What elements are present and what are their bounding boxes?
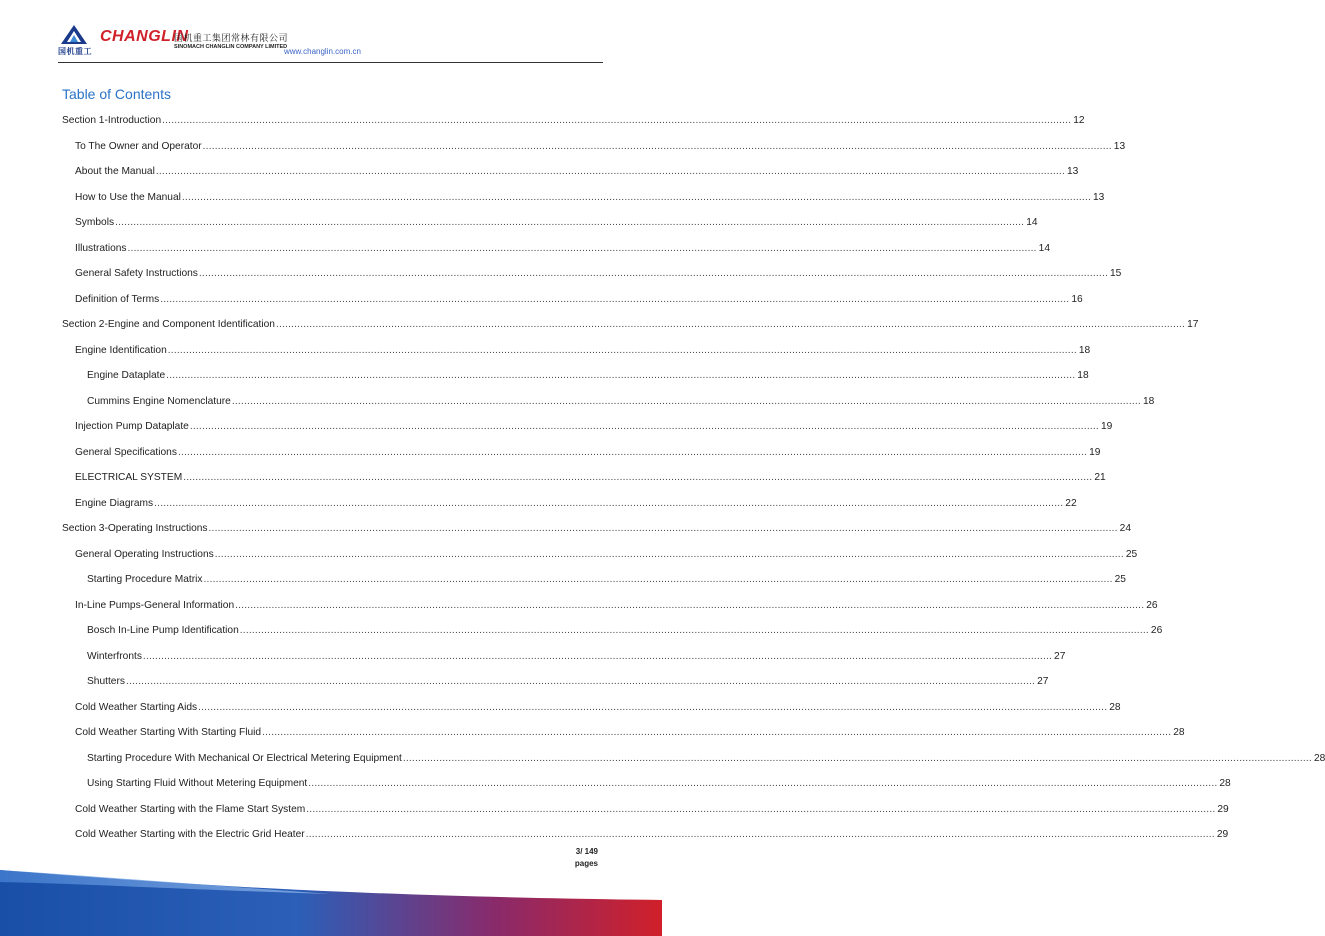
toc-entry[interactable] [62, 523, 1131, 549]
toc-entry-title: ELECTRICAL SYSTEM [75, 472, 183, 483]
toc-entry-title: Section 1-Introduction [62, 115, 162, 126]
toc-entry[interactable] [62, 268, 1122, 294]
toc-entry[interactable] [62, 217, 1038, 243]
toc-entry-page: 25 [1114, 574, 1126, 585]
toc-entry-page: 12 [1073, 115, 1085, 126]
toc-entry-page: 26 [1150, 625, 1163, 636]
toc-entry-page: 29 [1217, 803, 1229, 815]
toc-entry-page: 19 [1089, 446, 1101, 458]
toc-leader-dots: ............................................................................................................................................................................................................................................................................................................ [177, 446, 1088, 458]
toc-leader-dots: ............................................................................................................................................................................................................................................................................................................ [275, 319, 1186, 330]
page-header [58, 22, 603, 62]
toc-entry-page: 13 [1113, 140, 1126, 152]
toc-entry-page: 14 [1026, 217, 1038, 228]
toc-leader-dots: ............................................................................................................................................................................................................................................................................................................ [155, 166, 1065, 177]
toc-entry[interactable] [62, 497, 1077, 524]
toc-entry-title: General Safety Instructions [75, 268, 198, 279]
toc-entry-title: Cold Weather Starting Aids [75, 701, 198, 713]
toc-entry-page: 15 [1110, 268, 1122, 279]
toc-entry-page: 28 [1109, 701, 1121, 713]
toc-entry[interactable] [62, 344, 1091, 371]
toc-leader-dots: ............................................................................................................................................................................................................................................................................................................ [166, 370, 1076, 381]
toc-entry-page: 26 [1146, 599, 1158, 611]
company-name-cn: 国机重工集团常林有限公司 [174, 33, 289, 43]
toc-leader-dots: ............................................................................................................................................................................................................................................................................................................ [306, 803, 1216, 815]
toc-entry-page: 22 [1065, 497, 1077, 509]
toc-entry-title: Engine Diagrams [75, 497, 154, 509]
toc-entry[interactable] [62, 242, 1050, 269]
toc-leader-dots: ............................................................................................................................................................................................................................................................................................................ [231, 395, 1141, 407]
toc-entry[interactable] [62, 421, 1113, 447]
toc-entry-page: 27 [1054, 650, 1066, 662]
toc-entry-page: 13 [1066, 166, 1079, 177]
toc-leader-dots: ............................................................................................................................................................................................................................................................................................................ [214, 548, 1124, 560]
toc-entry-page: 28 [1313, 752, 1325, 764]
header-divider [58, 62, 603, 63]
toc-entry[interactable] [62, 370, 1089, 396]
toc-entry-title: Section 2-Engine and Component Identification [62, 319, 275, 330]
toc-entry-title: General Operating Instructions [75, 548, 214, 560]
toc-leader-dots: ............................................................................................................................................................................................................................................................................................................ [162, 115, 1072, 126]
toc-leader-dots: ............................................................................................................................................................................................................................................................................................................ [239, 625, 1149, 636]
toc-entry-page: 14 [1038, 242, 1050, 254]
toc-entry-title: About the Manual [75, 166, 155, 177]
toc-entry[interactable] [62, 625, 1163, 651]
toc-leader-dots: ............................................................................................................................................................................................................................................................................................................ [181, 191, 1092, 203]
toc-leader-dots: ............................................................................................................................................................................................................................................................................................................ [203, 574, 1113, 585]
toc-entry-page: 19 [1100, 421, 1113, 432]
toc-entry[interactable] [62, 115, 1085, 141]
website-link[interactable]: www.changlin.com.cn [284, 47, 361, 56]
toc-entry[interactable] [62, 446, 1101, 473]
toc-entry-title: Starting Procedure Matrix [87, 574, 203, 585]
toc-entry-page: 18 [1077, 370, 1089, 381]
toc-entry-page: 29 [1216, 829, 1229, 840]
toc-leader-dots: ............................................................................................................................................................................................................................................................................................................ [167, 344, 1077, 356]
toc-entry[interactable] [62, 650, 1066, 677]
toc-entry-title: Cold Weather Starting With Starting Fluid [75, 727, 262, 738]
toc-entry-page: 27 [1037, 676, 1049, 687]
toc-leader-dots: ............................................................................................................................................................................................................................................................................................................ [189, 421, 1099, 432]
toc-entry[interactable] [62, 803, 1229, 830]
toc-entry[interactable] [62, 472, 1106, 498]
toc-entry[interactable] [62, 574, 1126, 600]
toc-entry[interactable] [62, 599, 1158, 626]
brand-name: CHANGLIN [100, 28, 189, 45]
toc-entry-title: Starting Procedure With Mechanical Or Electrical Metering Equipment [87, 752, 402, 764]
toc-entry-title: Definition of Terms [75, 293, 160, 305]
toc-leader-dots: ............................................................................................................................................................................................................................................................................................................ [160, 293, 1070, 305]
toc-leader-dots: ............................................................................................................................................................................................................................................................................................................ [402, 752, 1312, 764]
toc-entry-page: 13 [1093, 191, 1105, 203]
toc-entry-page: 17 [1187, 319, 1199, 330]
toc-entry-page: 28 [1173, 727, 1185, 738]
page-suffix: pages [574, 859, 598, 868]
toc-entry[interactable] [62, 140, 1126, 167]
toc-leader-dots: ............................................................................................................................................................................................................................................................................................................ [115, 217, 1025, 228]
toc-leader-dots: ............................................................................................................................................................................................................................................................................................................ [125, 676, 1036, 687]
toc-entry[interactable] [62, 293, 1083, 320]
toc-leader-dots: ............................................................................................................................................................................................................................................................................................................ [308, 778, 1218, 789]
page-current: 3/ 149 [575, 847, 598, 856]
toc-title: Table of Contents [62, 86, 171, 102]
toc-entry[interactable] [62, 548, 1138, 575]
toc-entry-page: 28 [1219, 778, 1231, 789]
toc-entry-title: Illustrations [75, 242, 127, 254]
toc-entry-page: 21 [1094, 472, 1106, 483]
toc-entry[interactable] [62, 752, 1325, 779]
toc-leader-dots: ............................................................................................................................................................................................................................................................................................................ [202, 140, 1112, 152]
toc-leader-dots: ............................................................................................................................................................................................................................................................................................................ [262, 727, 1172, 738]
toc-leader-dots: ............................................................................................................................................................................................................................................................................................................ [154, 497, 1064, 509]
toc-entry-title: Shutters [87, 676, 125, 687]
footer-swoosh [0, 860, 662, 936]
toc-entry-title: Cold Weather Starting with the Flame Start System [75, 803, 306, 815]
toc-entry[interactable] [62, 395, 1155, 422]
toc-leader-dots: ............................................................................................................................................................................................................................................................................................................ [198, 701, 1108, 713]
toc-leader-dots: ............................................................................................................................................................................................................................................................................................................ [127, 242, 1037, 254]
toc-entry-title: Bosch In-Line Pump Identification [87, 625, 239, 636]
toc-leader-dots: ............................................................................................................................................................................................................................................................................................................ [142, 650, 1053, 662]
toc-entry[interactable] [62, 319, 1199, 345]
toc-entry-page: 16 [1071, 293, 1083, 305]
toc-entry-title: Section 3-Operating Instructions [62, 523, 208, 534]
toc-entry-title: Engine Dataplate [87, 370, 166, 381]
toc-entry[interactable] [62, 191, 1105, 218]
toc-entry-title: In-Line Pumps-General Information [75, 599, 235, 611]
toc-leader-dots: ............................................................................................................................................................................................................................................................................................................ [183, 472, 1093, 483]
toc-leader-dots: ............................................................................................................................................................................................................................................................................................................ [208, 523, 1118, 534]
toc-entry-page: 24 [1119, 523, 1131, 534]
toc-leader-dots: ............................................................................................................................................................................................................................................................................................................ [305, 829, 1215, 840]
changlin-logo-icon [60, 24, 88, 46]
toc-entry-page: 25 [1125, 548, 1138, 560]
toc-entry-title: Cold Weather Starting with the Electric Grid Heater [75, 829, 305, 840]
toc-entry-title: Injection Pump Dataplate [75, 421, 189, 432]
toc-entry-page: 18 [1142, 395, 1155, 407]
toc-leader-dots: ............................................................................................................................................................................................................................................................................................................ [198, 268, 1109, 279]
toc-entry-page: 18 [1078, 344, 1091, 356]
toc-entry[interactable] [62, 166, 1079, 192]
toc-entry-title: Cummins Engine Nomenclature [87, 395, 231, 407]
toc-entry-title: Using Starting Fluid Without Metering Equipment [87, 778, 308, 789]
toc-entry-title: General Specifications [75, 446, 177, 458]
toc-entry-title: Symbols [75, 217, 115, 228]
toc-entry-title: Engine Identification [75, 344, 167, 356]
toc-entry[interactable] [62, 727, 1185, 753]
toc-entry[interactable] [62, 778, 1231, 804]
toc-entry[interactable] [62, 701, 1121, 728]
toc-entry-title: To The Owner and Operator [75, 140, 202, 152]
toc-entry-title: How to Use the Manual [75, 191, 181, 203]
company-name-en: SINOMACH CHANGLIN COMPANY LIMITED [174, 44, 288, 50]
toc-entry[interactable] [62, 676, 1049, 702]
toc-leader-dots: ............................................................................................................................................................................................................................................................................................................ [235, 599, 1145, 611]
toc-entry-title: Winterfronts [87, 650, 142, 662]
logo-cn-text: 国机重工 [58, 47, 92, 56]
